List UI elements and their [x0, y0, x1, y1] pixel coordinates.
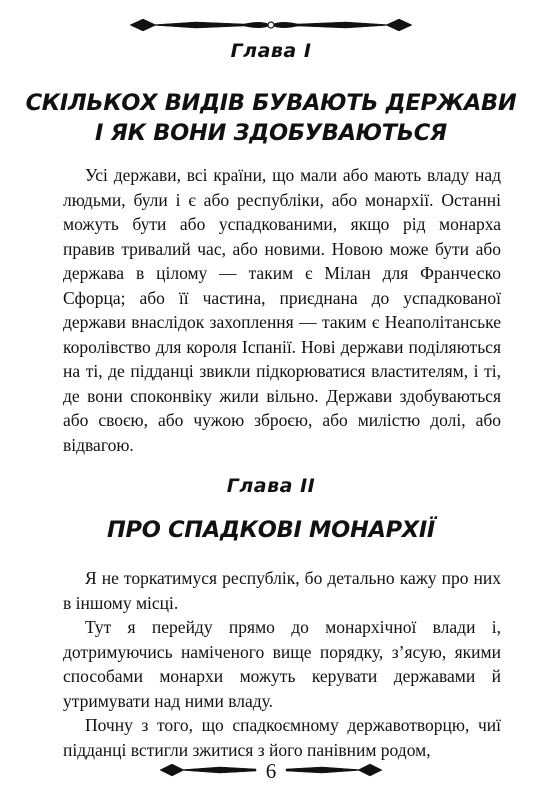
chapter-2-body [63, 566, 501, 762]
page-number-text: 6 [260, 759, 283, 783]
chapter-2-paragraph: Тут я перейду прямо до монархічної влади і, дотримуючись наміченого вище порядку, з’ясую, якими способами монархи можуть керувати державами й утримувати над ними владу. [63, 617, 501, 711]
chapter-2-paragraph: Почну з того, що спадкоємному державотворцю, чиї підданці встигли зжитися з його панівним родом, [63, 715, 501, 760]
chapter-2-paragraph: Я не торкатимуся республік, бо детально кажу про них в іншому місці. [63, 568, 501, 613]
page-number [0, 758, 542, 784]
chapter-1-label: Глава I [230, 40, 312, 62]
chapter-2-label: Глава II [226, 475, 316, 497]
chapter-2-title: ПРО СПАДКОВІ МОНАРХІЇ [107, 517, 435, 543]
chapter-1-paragraph: Усі держави, всі країни, що мали або мають владу над людьми, були і є або республіки, або монархії. Останні можуть бути або успадкованими, якщо рід монарха правив тривалий час, або новими. Новою може бути або держава в цілому — таким є Мілан для Франческо Сфорца; або її частина, приєднана до успадкованої держави внаслідок захоплення — таким є Неаполітанське королівство для короля Іспанії. Нові держави поділяються на ті, де підданці звикли підкорюватися властителям, і ті, де вони споконвіку жили вільно. Держави здобуваються або своєю, або чужою зброєю, або милістю долі, або відвагою. [63, 165, 501, 455]
chapter-1-title-line-2: І ЯК ВОНИ ЗДОБУВАЮТЬСЯ [95, 120, 447, 146]
chapter-1-title-line-1: СКІЛЬКОХ ВИДІВ БУВАЮТЬ ДЕРЖАВИ [25, 90, 517, 116]
ornament-divider-icon [0, 10, 542, 40]
chapter-1-body [63, 163, 501, 457]
top-ornament [0, 10, 542, 40]
